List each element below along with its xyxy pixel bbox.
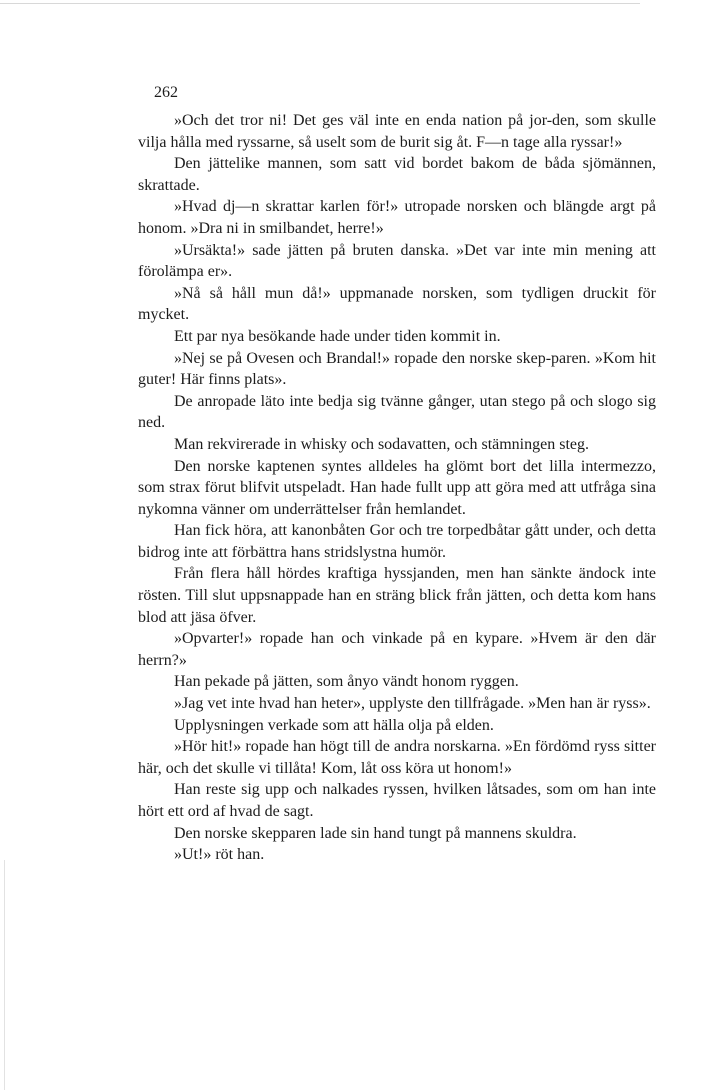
paragraph: Ett par nya besökande hade under tiden kommit in. xyxy=(174,327,501,345)
paragraph: »Jag vet inte hvad han heter», upplyste den tillfrågade. »Men han är ryss». xyxy=(174,695,651,713)
scan-top-edge-line xyxy=(0,3,640,4)
scan-left-edge-line xyxy=(4,860,5,1090)
paragraph: Han fick höra, att kanonbåten Gor och tre torpedbåtar gått under, och detta bidrog inte att förbättra hans stridslystna humör. xyxy=(138,522,656,561)
paragraph: Man rekvirerade in whisky och sodavatten, och stämningen steg. xyxy=(174,435,589,453)
paragraph: De anropade läto inte bedja sig tvänne gånger, utan stego på och slogo sig ned. xyxy=(138,392,656,432)
paragraph: »Nej se på Ovesen och Brandal!» ropade den norske skep-paren. »Kom hit guter! Här finns plats». xyxy=(138,349,656,389)
paragraph: Han pekade på jätten, som ånyo vändt honom ryggen. xyxy=(174,673,519,691)
paragraph: Från flera håll hördes kraftiga hyssjanden, men han sänkte ändock inte rösten. Till slut uppsnappade han en sträng blick från jätten, och detta kom hans blod att jäsa öfver. xyxy=(138,565,656,626)
body-text xyxy=(138,110,656,866)
paragraph: Han reste sig upp och nalkades ryssen, hvilken låtsades, som om han inte hört ett ord af hvad de sagt. xyxy=(138,781,656,820)
paragraph: Upplysningen verkade som att hälla olja på elden. xyxy=(174,716,494,734)
paragraph: »Hvad dj—n skrattar karlen för!» utropade norsken och blängde argt på honom. »Dra ni in smilbandet, herre!» xyxy=(138,198,656,237)
paragraph: »Nå så håll mun då!» uppmanade norsken, som tydligen druckit för mycket. xyxy=(138,284,656,324)
paragraph: »Ursäkta!» sade jätten på bruten danska. »Det var inte min mening att förolämpa er». xyxy=(138,241,656,281)
paragraph: »Och det tror ni! Det ges väl inte en enda nation på jor-den, som skulle vilja hålla med ryssarne, så uselt som de burit sig åt. F—n tage alla ryssar!» xyxy=(138,112,656,151)
page-number: 262 xyxy=(154,84,178,101)
paragraph: Den norske kaptenen syntes alldeles ha glömt bort det lilla intermezzo, som strax förut blifvit utspeladt. Han hade fullt upp att göra med att utfråga sina nykomna vänner om underrättelser från hemlandet. xyxy=(138,457,656,518)
paragraph: Den jättelike mannen, som satt vid bordet bakom de båda sjömännen, skrattade. xyxy=(138,155,656,194)
paragraph: »Hör hit!» ropade han högt till de andra norskarna. »En fördömd ryss sitter här, och det skulle vi tillåta! Kom, låt oss köra ut honom!» xyxy=(138,738,656,777)
paragraph: »Opvarter!» ropade han och vinkade på en kypare. »Hvem är den där herrn?» xyxy=(138,630,656,669)
paragraph: Den norske skepparen lade sin hand tungt på mannens skuldra. xyxy=(174,824,577,842)
book-page xyxy=(138,82,656,866)
paragraph: »Ut!» röt han. xyxy=(174,846,265,864)
